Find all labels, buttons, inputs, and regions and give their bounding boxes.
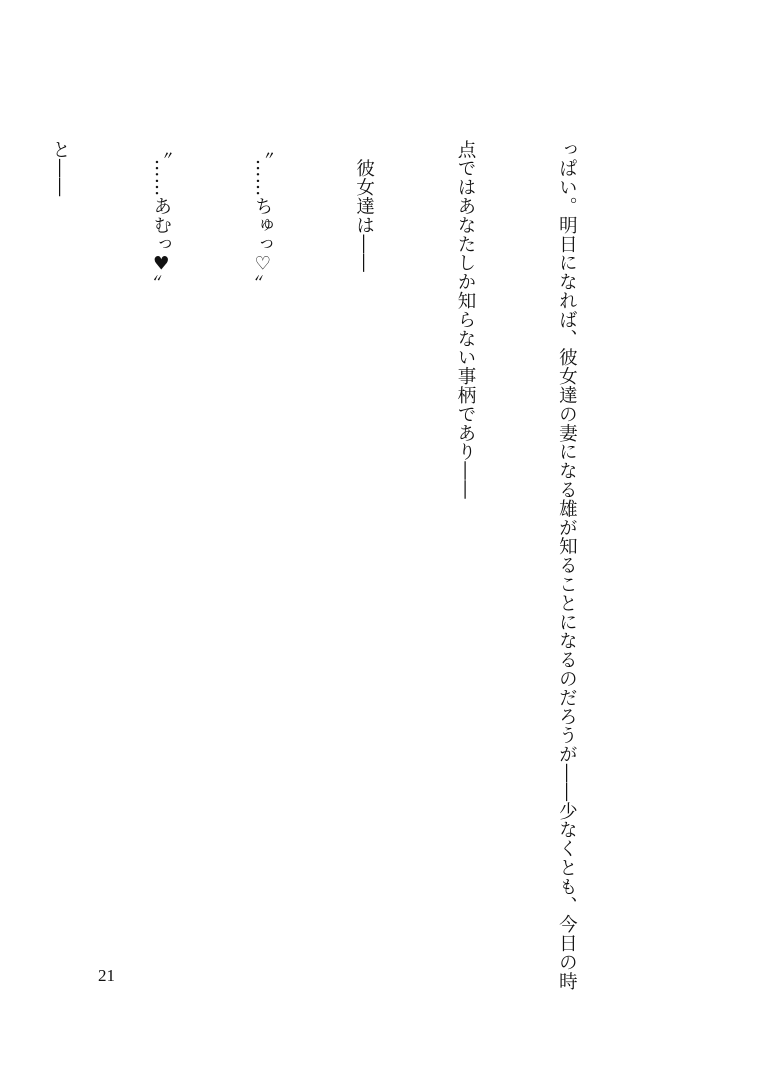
text-line: 彼女達は―― [353,140,375,273]
text-line: っぱい。明日になれば、彼女達の妻になる雄が知ることになるのだろうが――少なくとも、今日の時 [556,140,578,991]
vertical-text-body [0,140,651,991]
text-line: 〝……ちゅっ♡〟 [252,140,274,294]
text-line: と―― [49,140,71,197]
text-line: 〝……あむっ♥〟 [150,140,172,294]
page-number: 21 [98,966,115,985]
text-line: 点ではあなたしか知らない事柄であり―― [455,140,477,500]
